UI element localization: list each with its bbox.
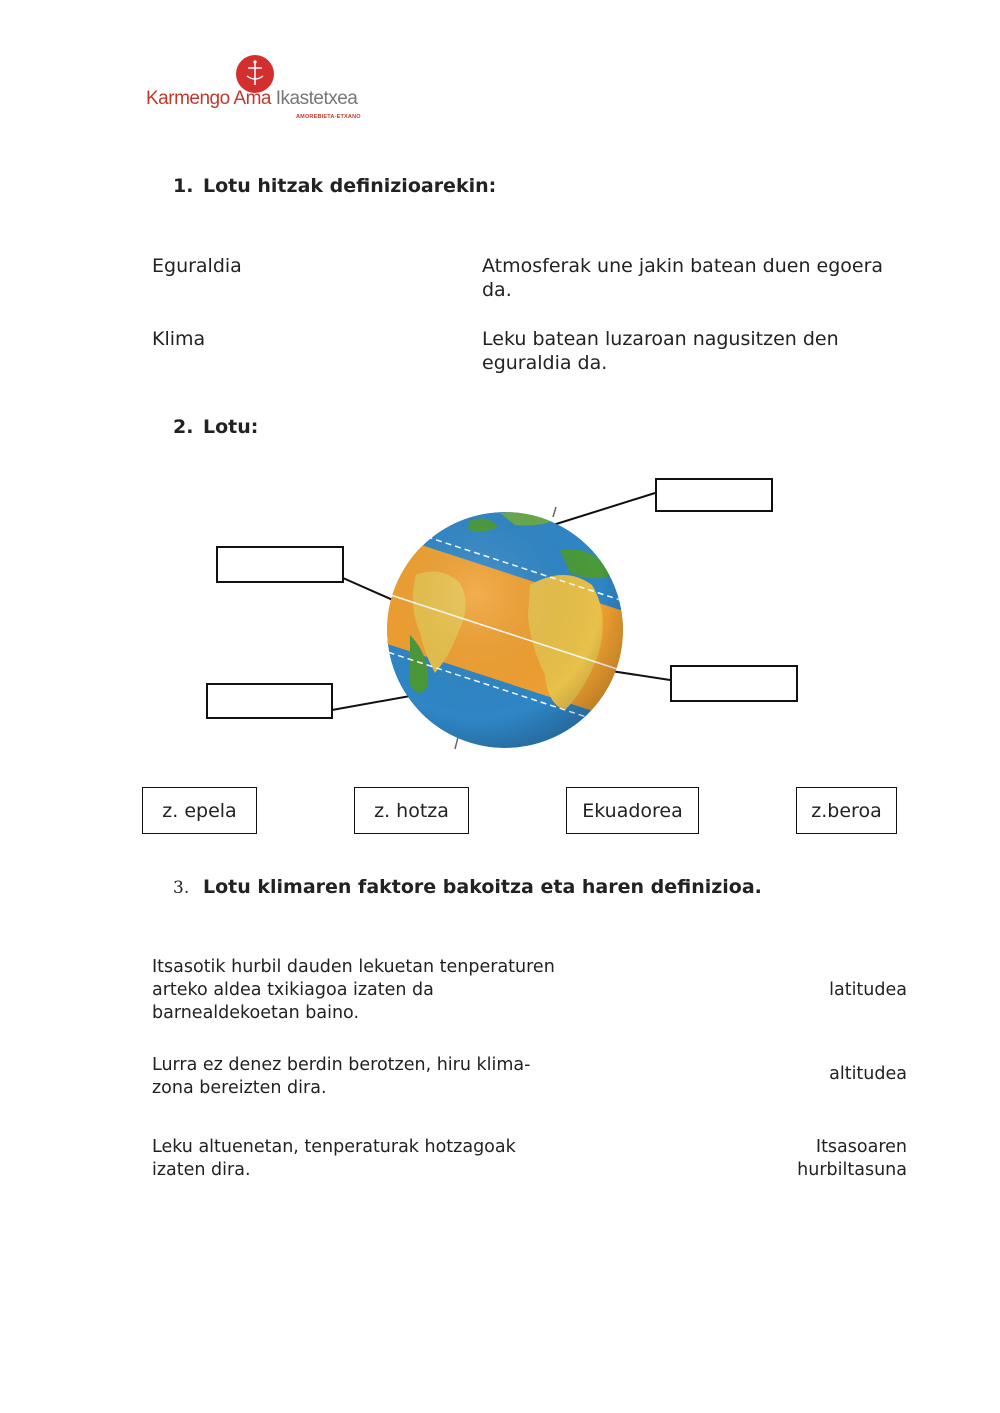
word-z-epela[interactable]: z. epela (142, 787, 257, 834)
section1-number: 1. (173, 175, 194, 197)
section1-title: Lotu hitzak definizioarekin: (203, 175, 497, 197)
section2-number: 2. (173, 416, 194, 438)
factor-altitudea[interactable]: altitudea (829, 1064, 907, 1084)
school-name: Karmengo Ama Ikastetxea (146, 88, 358, 109)
term-klima[interactable]: Klima (152, 328, 206, 350)
word-z-beroa[interactable]: z.beroa (796, 787, 897, 834)
word-ekuadorea[interactable]: Ekuadorea (566, 787, 699, 834)
term-eguraldia[interactable]: Eguraldia (152, 255, 242, 277)
definition-2[interactable]: Leku batean luzaroan nagusitzen den eguraldia da. (482, 328, 839, 374)
answer-box-top-left[interactable] (216, 546, 344, 583)
section3-title: Lotu klimaren faktore bakoitza eta haren definizioa. (203, 876, 762, 898)
factor-itsasoaren-hurbiltasuna[interactable]: Itsasoaren hurbiltasuna (797, 1137, 907, 1180)
factor-description-3[interactable]: Leku altuenetan, tenperaturak hotzagoak izaten dira. (152, 1137, 516, 1180)
school-location: AMOREBIETA-ETXANO (296, 114, 361, 120)
factor-description-2[interactable]: Lurra ez denez berdin berotzen, hiru klima-zona bereizten dira. (152, 1055, 531, 1098)
section2-title: Lotu: (203, 416, 259, 438)
word-z-hotza[interactable]: z. hotza (354, 787, 469, 834)
factor-latitudea[interactable]: latitudea (829, 980, 907, 1000)
factor-description-1[interactable]: Itsasotik hurbil dauden lekuetan tenperaturen arteko aldea txikiagoa izaten da barnealdekoetan baino. (152, 957, 555, 1023)
answer-box-top-right[interactable] (655, 478, 773, 512)
answer-box-bottom-left[interactable] (206, 683, 333, 719)
definition-1[interactable]: Atmosferak une jakin batean duen egoera da. (482, 255, 884, 301)
globe-image (380, 505, 630, 755)
section3-number: 3. (173, 878, 190, 898)
answer-box-bottom-right[interactable] (670, 665, 798, 702)
section3-heading (173, 876, 762, 898)
